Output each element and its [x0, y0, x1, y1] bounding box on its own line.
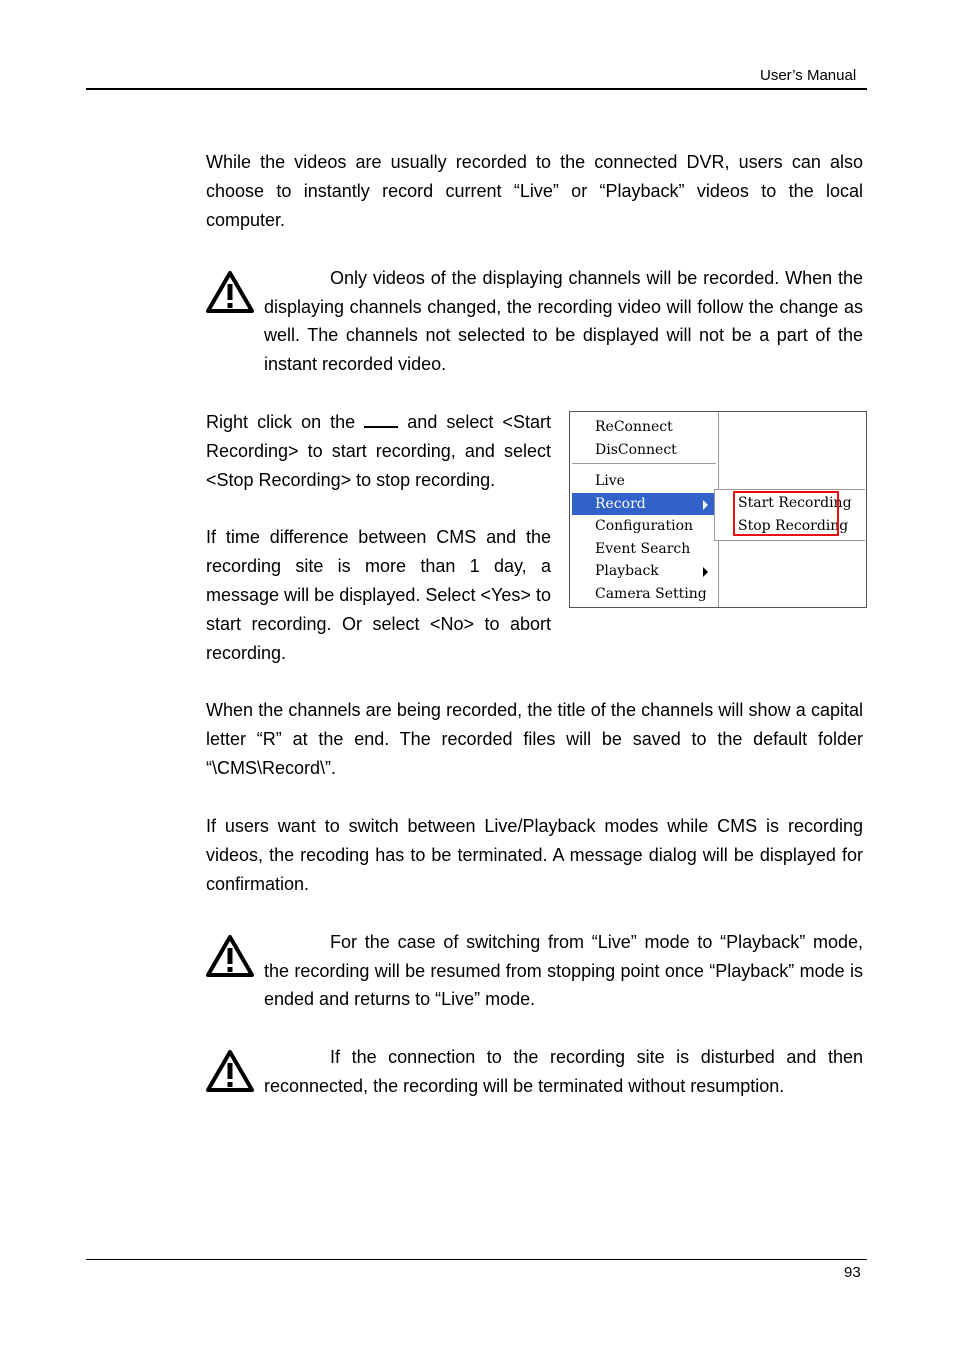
header-rule [86, 88, 867, 90]
menu-item-record-label: Record [595, 496, 646, 512]
submenu-highlight-box [733, 491, 839, 536]
intro-paragraph: While the videos are usually recorded to the connected DVR, users can also choose to instantly record current “Live” or “Playback” videos to the local computer. [206, 152, 863, 230]
header-title: User’s Manual [760, 67, 857, 84]
right-click-paragraph [206, 408, 551, 495]
warning-icon [206, 1049, 254, 1093]
note-text: For the case of switching from “Live” mode to “Playback” mode, the recording will be resumed from stopping point once “Playback” mode is ended and returns to “Live” mode. [264, 932, 863, 1010]
menu-item-event-search[interactable]: Event Search [595, 541, 691, 557]
blank-underline [364, 412, 398, 428]
menu-item-configuration[interactable]: Configuration [595, 518, 694, 534]
menu-item-disconnect[interactable]: DisConnect [595, 442, 677, 458]
menu-item-live[interactable]: Live [595, 473, 625, 489]
note-text: If the connection to the recording site is disturbed and then reconnected, the recording will be terminated without resumption. [264, 1047, 863, 1096]
channels-title-paragraph: When the channels are being recorded, the title of the channels will show a capital letter “R” at the end. The recorded files will be saved to the default folder “\CMS\Record\”. [206, 700, 863, 778]
time-difference-paragraph: If time difference between CMS and the recording site is more than 1 day, a message will be displayed. Select <Yes> to start recording. Or select <No> to abort recording. [206, 527, 551, 663]
note-text: Only videos of the displaying channels will be recorded. When the displaying channels changed, the recording video will follow the change as well. The channels not selected to be displayed will not be a part of the instant recorded video. [264, 268, 863, 375]
context-menu [570, 412, 719, 607]
menu-item-camera-setting[interactable]: Camera Setting [595, 586, 707, 602]
switch-modes-paragraph: If users want to switch between Live/Playback modes while CMS is recording videos, the recoding has to be terminated. A message dialog will be displayed for confirmation. [206, 816, 863, 894]
submenu-arrow-icon [703, 500, 708, 510]
menu-item-record[interactable] [572, 493, 716, 515]
footer-rule [86, 1259, 867, 1260]
warning-icon [206, 270, 254, 314]
submenu-arrow-icon [703, 567, 708, 577]
warning-icon [206, 934, 254, 978]
menu-item-playback-label: Playback [595, 563, 659, 579]
right-click-text-before: Right click on the [206, 412, 356, 432]
page-number: 93 [844, 1264, 861, 1281]
menu-item-playback[interactable] [572, 560, 716, 582]
submenu-item-start-recording[interactable]: Start Recording [738, 495, 852, 511]
menu-separator [572, 463, 716, 464]
submenu-item-stop-recording[interactable]: Stop Recording [738, 518, 849, 534]
right-click-text-after: and select <Start Recording> to start recording, and select <Stop Recording> to stop recording. [206, 412, 551, 490]
menu-item-reconnect[interactable]: ReConnect [595, 419, 673, 435]
